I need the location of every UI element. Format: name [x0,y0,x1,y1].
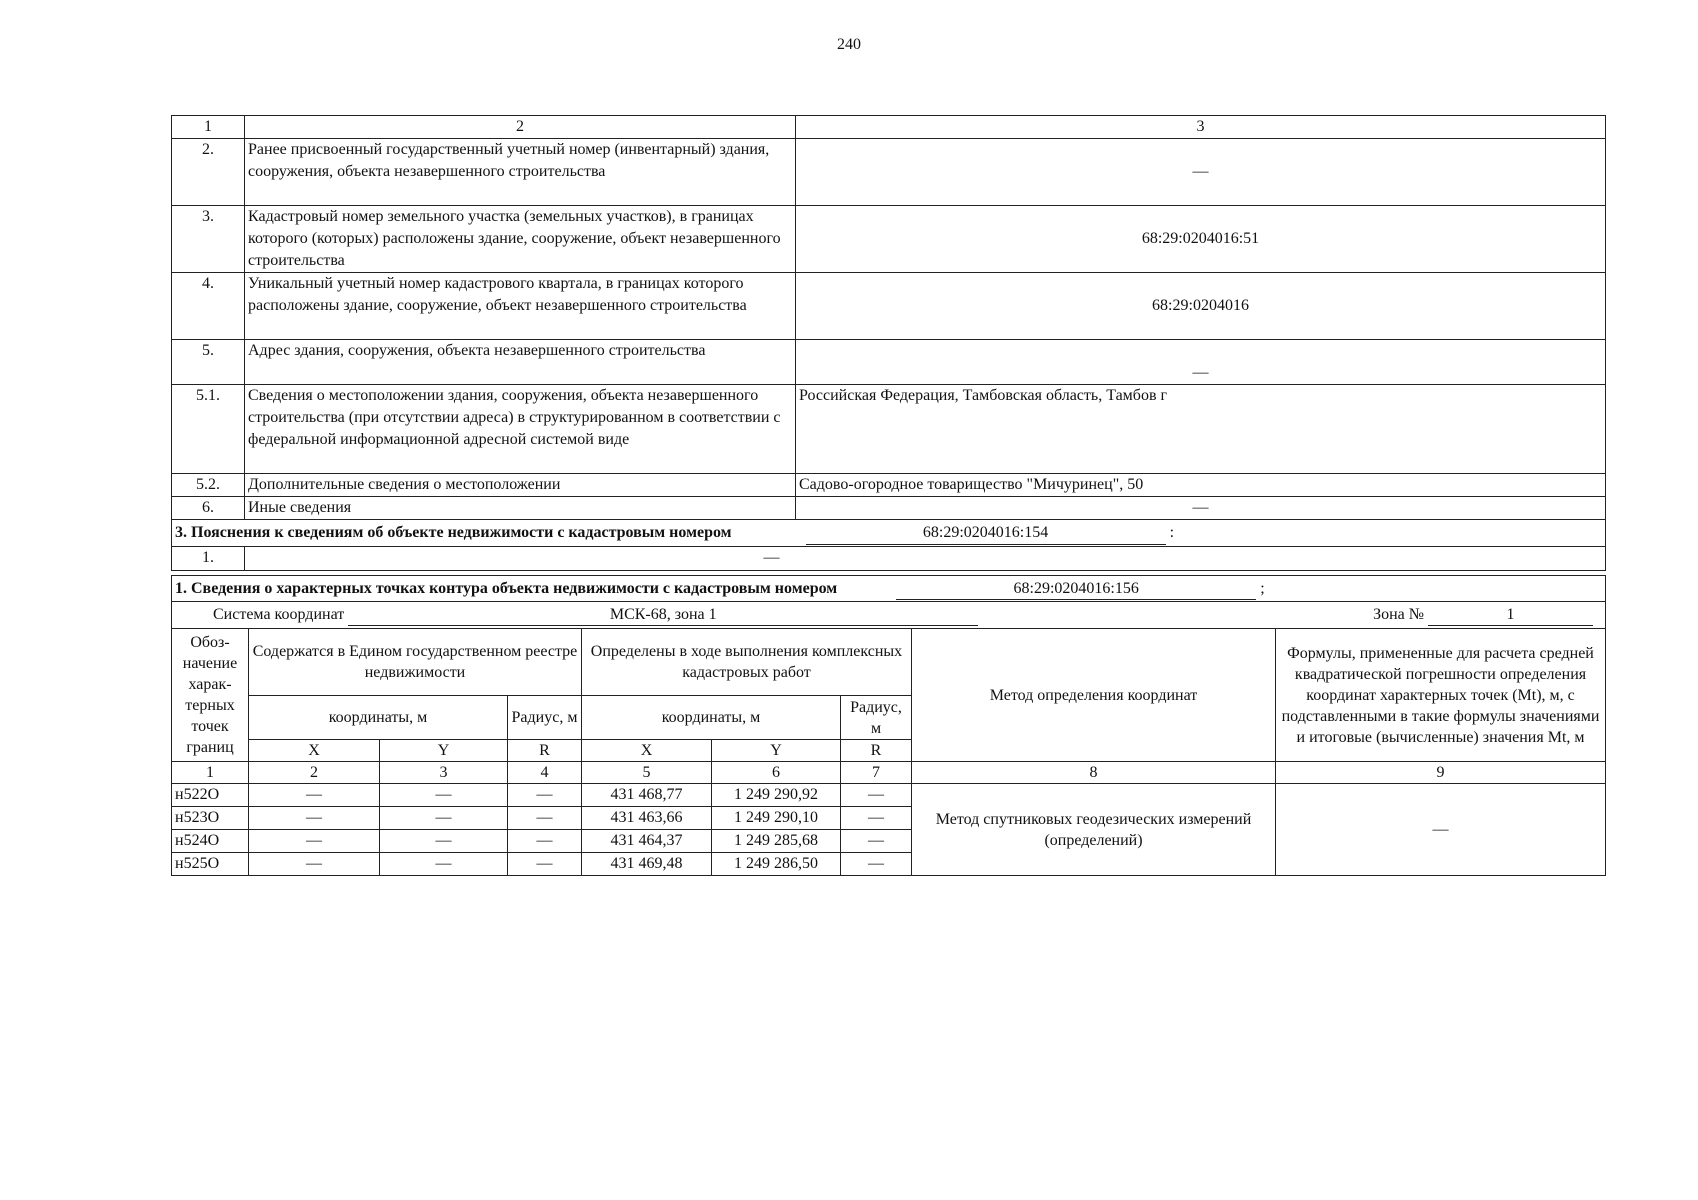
col-number: 8 [912,762,1276,784]
col-number: 5 [582,762,712,784]
registry-r: — [508,853,582,876]
col-number: 6 [712,762,841,784]
header-y: Y [712,740,841,762]
registry-x: — [249,853,380,876]
point-name: н525О [172,853,249,876]
header-radius-determined: Радиус, м [841,696,912,740]
table-row [172,784,1606,807]
col-number: 2 [249,762,380,784]
header-radius-registry: Радиус, м [508,696,582,740]
header-designation: Обоз-начение харак-терных точек границ [172,629,249,762]
row-value: Российская Федерация, Тамбовская область, Тамбов г [796,385,1606,474]
col-number: 3 [380,762,508,784]
row-label: Адрес здания, сооружения, объекта незавершенного строительства [245,340,796,385]
point-y: 1 249 290,10 [712,807,841,830]
col-number: 1 [172,762,249,784]
point-r: — [841,807,912,830]
registry-y: — [380,830,508,853]
table-row [172,497,1606,520]
header-determined: Определены в ходе выполнения комплексных кадастровых работ [582,629,912,696]
point-x: 431 469,48 [582,853,712,876]
row-value: Садово-огородное товарищество "Мичуринец", 50 [796,474,1606,497]
table2-title-row [172,576,1606,602]
section3-cadastral-number: 68:29:0204016:154 [806,522,1166,545]
registry-r: — [508,807,582,830]
table-row [172,547,1606,571]
point-y: 1 249 290,92 [712,784,841,807]
header-r: R [841,740,912,762]
row-number: 4. [172,273,245,340]
row-label: Иные сведения [245,497,796,520]
method-value: Метод спутниковых геодезических измерений (определений) [912,784,1276,876]
row-number: 2. [172,139,245,206]
row-label: Сведения о местоположении здания, сооружения, объекта незавершенного строительства (при отсутствии адреса) в структурированном в соответствии с федеральной информационной адресной системой виде [245,385,796,474]
header-coords-registry: координаты, м [249,696,508,740]
registry-x: — [249,830,380,853]
header-row-1 [172,629,1606,696]
page-number: 240 [837,36,861,53]
section3-header-row [172,520,1606,547]
header-registry: Содержатся в Едином государственном реестре недвижимости [249,629,582,696]
row-value: 68:29:0204016:51 [796,206,1606,273]
row-number: 5.1. [172,385,245,474]
row-label: Кадастровый номер земельного участка (земельных участков), в границах которого (которых) расположены здание, сооружение, объект незавершенного строительства [245,206,796,273]
registry-y: — [380,784,508,807]
row-value: — [796,139,1606,206]
table-header-row [172,116,1606,139]
table-row [172,340,1606,385]
registry-x: — [249,807,380,830]
registry-y: — [380,807,508,830]
table2-title-suffix: ; [1260,579,1265,597]
point-r: — [841,853,912,876]
row-value: — [796,340,1606,385]
coord-system-label: Система координат [213,606,345,623]
zone-value: 1 [1428,604,1593,626]
header-x: X [249,740,380,762]
col-header-3: 3 [796,116,1606,139]
table-row [172,474,1606,497]
document-body [171,115,1605,876]
header-method: Метод определения координат [912,629,1276,762]
header-r: R [508,740,582,762]
row-value: 68:29:0204016 [796,273,1606,340]
point-r: — [841,784,912,807]
coord-system-row [172,602,1606,629]
header-y: Y [380,740,508,762]
contour-points-table [171,575,1606,876]
section3-title: 3. Пояснения к сведениям об объекте недвижимости с кадастровым номером [175,523,732,541]
building-info-table [171,115,1606,571]
point-x: 431 463,66 [582,807,712,830]
column-numbers-row [172,762,1606,784]
registry-x: — [249,784,380,807]
row-number: 5.2. [172,474,245,497]
point-r: — [841,830,912,853]
section3-suffix: : [1169,523,1175,541]
table-row [172,273,1606,340]
row-label: Дополнительные сведения о местоположении [245,474,796,497]
formula-value: — [1276,784,1606,876]
coord-system-value: МСК-68, зона 1 [348,604,978,626]
registry-y: — [380,853,508,876]
table2-cadastral-number: 68:29:0204016:156 [896,578,1256,600]
header-x: X [582,740,712,762]
table-row [172,385,1606,474]
point-x: 431 468,77 [582,784,712,807]
col-number: 9 [1276,762,1606,784]
header-formulas: Формулы, примененные для расчета средней квадратической погрешности определения координат характерных точек (Mt), м, с подставленными в такие формулы значениями и итоговые (вычисленные) значения Mt, м [1276,629,1606,762]
row-label: Уникальный учетный номер кадастрового квартала, в границах которого расположены здание, сооружение, объект незавершенного строительства [245,273,796,340]
point-y: 1 249 285,68 [712,830,841,853]
point-y: 1 249 286,50 [712,853,841,876]
table-row [172,206,1606,273]
registry-r: — [508,830,582,853]
point-x: 431 464,37 [582,830,712,853]
zone-label: Зона № [1373,606,1425,623]
header-coords-determined: координаты, м [582,696,841,740]
col-header-1: 1 [172,116,245,139]
row-number: 6. [172,497,245,520]
table2-title: 1. Сведения о характерных точках контура объекта недвижимости с кадастровым номером [175,579,838,597]
row-number: 3. [172,206,245,273]
row-label: Ранее присвоенный государственный учетный номер (инвентарный) здания, сооружения, объекта незавершенного строительства [245,139,796,206]
row-number: 1. [172,547,245,571]
col-header-2: 2 [245,116,796,139]
registry-r: — [508,784,582,807]
point-name: н522О [172,784,249,807]
row-value: — [796,497,1606,520]
col-number: 4 [508,762,582,784]
point-name: н523О [172,807,249,830]
row-number: 5. [172,340,245,385]
table-row [172,139,1606,206]
row-value: — [245,547,1606,571]
point-name: н524О [172,830,249,853]
col-number: 7 [841,762,912,784]
